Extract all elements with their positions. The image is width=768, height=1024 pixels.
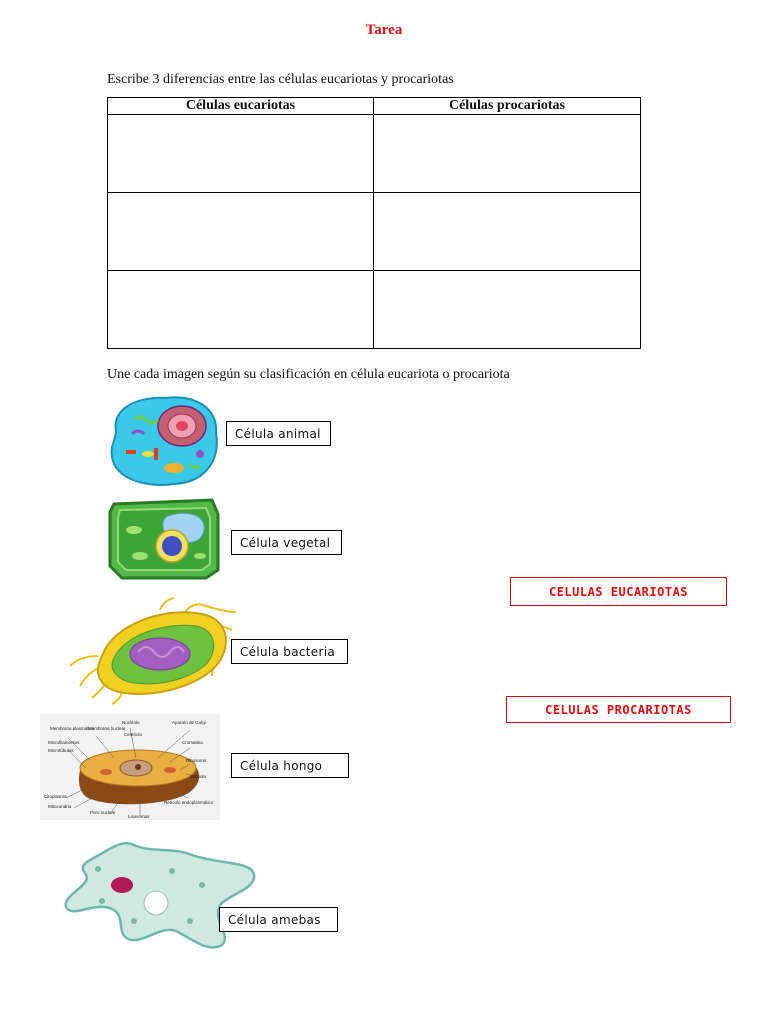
label-microtubulos: Microtúbulos xyxy=(48,748,74,753)
category-box-eucariotas[interactable]: CELULAS EUCARIOTAS xyxy=(510,577,727,606)
header-procariotas: Células procariotas xyxy=(374,98,641,115)
answer-cell-eucariota-1[interactable] xyxy=(108,115,374,193)
label-plant-cell[interactable]: Célula vegetal xyxy=(231,530,342,555)
label-lisosomas: Lisosomas xyxy=(128,814,150,819)
label-amoeba-cell[interactable]: Célula amebas xyxy=(219,907,338,932)
label-microfilamentos: Microfilamentos xyxy=(48,740,80,745)
label-membrana-plasmatica: Membrana plasmática xyxy=(50,726,95,731)
label-vacuola: Vacuola xyxy=(190,774,206,779)
label-mitocondria: Mitocondria xyxy=(48,804,72,809)
label-poro-nuclear: Poro nuclear xyxy=(90,810,116,815)
label-fungus-cell[interactable]: Célula hongo xyxy=(231,753,349,778)
instruction-differences: Escribe 3 diferencias entre las células eucariotas y procariotas xyxy=(107,72,454,87)
label-citoplasma: Citoplasma xyxy=(44,794,67,799)
answer-cell-eucariota-2[interactable] xyxy=(108,193,374,271)
label-ribosoma: Ribosoma xyxy=(186,758,207,763)
label-animal-cell[interactable]: Célula animal xyxy=(226,421,331,446)
label-centriolo: Centriolo xyxy=(124,732,143,737)
label-membrana-nuclear: Membrana nuclear xyxy=(88,726,126,731)
label-nucleolo: Nucléolo xyxy=(122,720,140,725)
answer-cell-procariota-1[interactable] xyxy=(374,115,641,193)
answer-cell-procariota-2[interactable] xyxy=(374,193,641,271)
bacteria-cell-image[interactable] xyxy=(62,596,242,706)
label-bacteria-cell[interactable]: Célula bacteria xyxy=(231,639,348,664)
page-title: Tarea xyxy=(365,22,403,38)
answer-cell-procariota-3[interactable] xyxy=(374,271,641,349)
amoeba-cell-image[interactable] xyxy=(62,835,262,955)
fungus-cell-image[interactable] xyxy=(40,714,220,820)
header-eucariotas: Células eucariotas xyxy=(108,98,374,115)
animal-cell-image[interactable] xyxy=(104,390,224,490)
plant-cell-image[interactable] xyxy=(106,494,224,582)
label-golgi: Aparato de Golgi xyxy=(172,720,206,725)
category-box-procariotas[interactable]: CELULAS PROCARIOTAS xyxy=(506,696,731,723)
instruction-match: Une cada imagen según su clasificación en célula eucariota o procariota xyxy=(107,367,510,382)
answer-cell-eucariota-3[interactable] xyxy=(108,271,374,349)
differences-table xyxy=(107,97,641,349)
label-cromatina: Cromatina xyxy=(182,740,203,745)
label-reticulo: Retículo endoplasmático xyxy=(164,800,214,805)
